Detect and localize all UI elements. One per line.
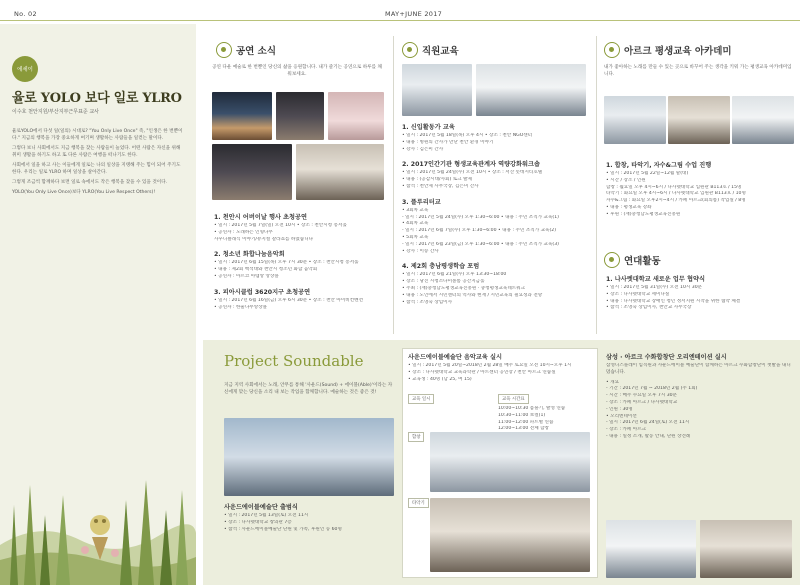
right-page-date: MAY+JUNE 2017 — [385, 10, 443, 18]
feature-author: 이수호 천안지원/부산지부근무표준 교사 — [12, 109, 99, 115]
event-detail: • 내용 : 나사렛대학교 장애인 청년 정서지원 시작을 위한 협약 체결 — [606, 298, 741, 304]
event-detail: • 강사 : 이승 간사 — [402, 248, 439, 254]
performance-photo-hall — [276, 92, 324, 140]
academy-list — [606, 160, 794, 225]
program-detail: • 장소 : 나사렛대학교 교육과학관 / 아트센터 공연장 / 천안 아르크 연습실 — [408, 369, 556, 375]
training-photo-lecture — [402, 64, 472, 116]
event-title: 1. 합창, 타악기, 자수&그림 수업 진행 — [606, 162, 712, 169]
event-detail: • 일시 : 2017년 6월 15일(목) 오후 7시 30분 • 장소 : 천안시청 봉서홀 — [214, 260, 359, 266]
event-detail: • 내용 : 평생교육 강좌 — [606, 204, 652, 210]
column-divider — [393, 36, 394, 334]
program-detail: - 기간 : 2017년 7월 ~ 2018년 2월 (주 1회) — [606, 386, 698, 392]
program-sign-choir — [606, 352, 794, 441]
exchange-title: 연대활동 — [624, 256, 661, 267]
schedule-row: 10:00~10:30 몸풀기, 발성 연습 — [498, 406, 566, 411]
academy-icon — [604, 42, 620, 58]
event-detail: • 공연자 : 아르코 아템앙 앙상블 — [214, 273, 279, 279]
feature-paragraph: 율로YOLO에서 다섯 일(일의) 시대로? "You Only Live Once" 즉, "인생은 한 번뿐이다." 지금의 행복을 가장 중요하게 여기며 생활하는 사람들을 일컫는 말이다. — [12, 129, 183, 141]
feature-body — [12, 128, 186, 398]
program-photo-percussion — [430, 498, 590, 572]
performance-photo-choir — [328, 92, 384, 140]
event-detail: 합창 : 월요일 오후 4시~6시 / 나사렛대학교 입원관 B113호 / 15명 — [606, 184, 742, 190]
program-detail: - 시간 : 매주 수요일 오후 7시 30분 — [606, 393, 678, 399]
program-detail: • 개요 — [606, 379, 620, 385]
program-photo-group — [700, 520, 792, 578]
program-intro: 삼성디스플레이 임직원과 사운드에이블 예술단이 함께하는 아르크 수화합창단이 첫발을 내디뎠습니다. — [606, 363, 791, 375]
feature-paragraph: 그렇다 보니 사회에서도 지금 행복을 찾는 사람들이 늘었다. 어떤 사람은 자신을 위해 취미 생활을 하기도 하고 또 다른 사람은 여행을 떠나기도 한다. — [12, 146, 181, 158]
event-detail: • 공연자 : 노래하는 인형나무 — [214, 229, 273, 235]
column-divider — [596, 36, 597, 334]
top-rule — [0, 20, 800, 21]
program-title: 사운드에이블예술단 출범식 — [224, 504, 298, 511]
feature-paragraph: 사회에서 일을 하고 사는 이들에게 일로는 나의 일상을 지탱해 주는 힘이 되어 주기도 한다. 우리는 일로 YLRO 하며 일상을 살아간다. — [12, 163, 181, 175]
event-detail: • 시간 / 장소 / 인원 — [606, 177, 646, 183]
program-detail: - 인원 : 30명 — [606, 406, 633, 412]
performance-photo-stage — [212, 92, 272, 140]
event-detail: • 후원 : (재)충청남도평생교육진흥원 — [606, 211, 681, 217]
training-icon — [402, 42, 418, 58]
schedule-row: 10:30~11:00 보컬(1) — [498, 412, 546, 418]
event-detail: • 4회차 교육 — [402, 221, 429, 227]
left-page-number: No. 02 — [14, 10, 37, 18]
performance-photo-ensemble — [296, 144, 384, 200]
event-detail: • 내용 : 병원의 간사가 만난 천안 환경 이야기 — [402, 139, 494, 145]
exchange-icon — [604, 252, 620, 268]
academy-title: 아르크 평생교육 아카데미 — [624, 46, 732, 57]
event-detail: • 일시 : 2017년 5월 7일(일) 오전 10시 • 장소 : 천안시청 봉서홀 — [214, 223, 347, 228]
badge-timetable: 교육 시간표 — [498, 394, 529, 404]
event-detail: • 일시 : 2017년 5월 18일(목) 오후 4시 • 장소 : 천안 NGO센터 — [402, 133, 533, 138]
academy-photo-choir — [604, 96, 666, 144]
event-detail: • 일시 : 2017년 5월 22일~12월 말(대) — [606, 171, 689, 176]
program-detail: • 일시 : 2017년 5월 13일(토) 오전 11시 — [224, 513, 309, 518]
feature-column — [0, 24, 196, 585]
academy-photo-embroidery — [732, 96, 794, 144]
event-title: 2. 2017인간기관 형생교육관계자 역량강화워크숍 — [402, 161, 540, 169]
badge-choir: 합창 — [408, 432, 424, 442]
program-detail: • 교육생 : 40명 (남 25, 여 15) — [408, 376, 472, 382]
event-detail: • 장소 : 나사렛대학교 세미나실 — [606, 291, 670, 297]
event-detail: - 일시 : 2017년 5월 24일(수) 오후 1:30~6:00 • 내용 : 주민 조직가 교육(1) — [402, 214, 559, 220]
program-photo-choir — [430, 432, 590, 492]
event-detail: • 일시 : 2017년 5월 31일(수) 오전 10시 30분 — [606, 285, 703, 290]
event-title: 3. 플루리터교 — [402, 198, 441, 206]
program-title: 사운드에이블예술단 음악교육 실시 — [408, 354, 502, 361]
event-detail: 사우디클래식 이야기/뮤지컬 갈라쇼를 하였습니다 — [214, 236, 314, 242]
event-detail: • 일시 : 2017년 6월 16일(금) 오후 6시 30분 • 장소 : 천안 아이비컨벤션 — [214, 297, 364, 303]
event-detail: • 내용 : 노인에서 시민센터의 역사와 현재 / 시민교육의 필요성과 전망 — [402, 292, 543, 298]
program-detail: - 장소 : 카페 아르크 / 나사렛대학교 — [606, 399, 678, 405]
project-photo-rehearsal — [224, 418, 394, 496]
event-title: 4. 제2회 충남평생학습 포럼 — [402, 263, 480, 271]
event-detail: • 내용 : (공감시대/사회) 토크 발제 — [402, 177, 472, 183]
event-detail: • 강사 : 김은미 간사 — [402, 146, 444, 152]
program-detail: • 참석 : 사운드에이블예술단 단원 및 가족, 후원인 등 60명 — [224, 526, 342, 532]
feature-paragraph: 그렇게 조금씩 함께하다 보면 일로 속에서도 작은 행복을 찾을 수 있을 것이다. — [12, 180, 168, 185]
event-detail: • 5회차 교육 — [402, 234, 429, 240]
schedule-row: 11:00~12:00 파트별 연습 — [498, 419, 554, 425]
event-detail: - 일시 : 2017년 6월 7일(수) 오후 1:30~6:00 • 내용 : 주민 조직가 교육(2) — [402, 228, 556, 234]
feature-tag: 에세이 — [12, 56, 38, 82]
event-detail: • 참석 : 조영숙 상임이사 — [402, 299, 453, 305]
event-detail: • 내용 : 제2회 백석대와 천안시 청소년 화합 음악회 — [214, 267, 318, 273]
program-detail: • 장소 : 나사렛대학교 창의관 7층 — [224, 519, 292, 525]
project-description: 지금 지역 사회에서는 노래, 안무를 통해 '사운드(Sound) + 에이블(Able)'이라는 자신에게 맞는 당신을 소리 내 보는 작업을 함께합니다. 예술하는 것은 좋은 것! — [224, 383, 393, 395]
program-detail: - 장소 : 카페 아르크 — [606, 427, 647, 433]
exchange-list — [606, 274, 794, 318]
performance-title: 공연 소식 — [236, 46, 277, 57]
program-title: 삼성 · 아르크 수화합창단 오리엔테이션 실시 — [606, 354, 727, 361]
performance-list — [214, 212, 386, 317]
event-detail: 자수&그림 : 화요일 오후2시~4시 / 카페 아르크(회의룸) 작업실 / 8명 — [606, 198, 746, 204]
program-music — [408, 352, 596, 383]
event-detail: • 일시 : 2017년 5월 24일(수) 오전 10시 • 장소 : 서산 롯데시티호텔 — [402, 170, 543, 176]
program-detail: • 일시 : 2017년 5월 20일~2018년 2월 28일 매주 토요일 오전 10시~오후 1시 — [408, 363, 572, 368]
training-title: 직원교육 — [422, 46, 459, 57]
event-detail: • 공연자 : 한울나무앙상블 — [214, 304, 268, 310]
program-photo-orientation — [606, 520, 696, 578]
event-title: 1. 나사렛대학교 새로운 업무 협약식 — [606, 276, 705, 283]
event-detail: • 주최 : (재)충청남도평생교육진흥원 · 충청평생교육네트워크 — [402, 285, 526, 291]
academy-intro: 내가 좋아하는 노래를 만들 수 있는 곳으로 바꾸어 주는 생각을 키워 가는 평생교육 아카데미입니다. — [604, 65, 792, 77]
event-detail: • 일시 : 2017년 6월 21일(수) 오후 13:30~18:00 — [402, 272, 507, 278]
performance-photo-audience — [212, 144, 292, 200]
event-detail: • 3회차 교육 — [402, 207, 429, 213]
performance-icon — [216, 42, 232, 58]
feature-title: 율로 YOLO 보다 일로 YLRO — [12, 91, 182, 106]
event-detail: • 참석 : 천안제 사무국장, 김은미 간사 — [402, 183, 479, 189]
program-detail: - 일시 : 2017년 6월 24일(토) 오전 11시 — [606, 420, 690, 426]
meadow-illustration — [0, 425, 196, 585]
program-detail: - 내용 : 일정 소개, 활동 안내, 단원 상견례 — [606, 433, 691, 439]
event-detail: 타악기 : 화요일 오후 4시~6시 / 나사렛대학교 입원관 B113호 / 10명 — [606, 191, 746, 197]
training-photo-workshop — [476, 64, 586, 116]
event-detail: • 장소 : 당진 시청소다미볼룸 공간지금홀 — [402, 279, 485, 285]
event-title: 2. 청소년 화합나눔음악회 — [214, 251, 285, 259]
project-title: Project Soundable — [224, 352, 364, 370]
project-launch — [224, 502, 394, 533]
event-title: 3. 피아시클럽 3620지구 초청공연 — [214, 288, 311, 296]
event-title: 1. 천안시 어버이날 행사 초청공연 — [214, 214, 307, 221]
event-detail: • 참석 : 조영숙 상임이사, 천안교 사무국장 — [606, 305, 692, 311]
badge-schedule: 교육 일시 — [408, 394, 434, 404]
event-title: 1. 신입활동가 교육 — [402, 124, 455, 131]
performance-intro: 공연 다운 예술로 한 번뿐인 당신의 삶을 응원합니다. 내가 즐기는 공연으로 하루를 채워보세요. — [212, 65, 382, 77]
event-detail: - 일시 : 2017년 6월 23일(금) 오후 1:30~6:00 • 내용 : 주민 조직가 교육(3) — [402, 241, 559, 247]
schedule-table — [498, 406, 594, 433]
badge-percussion: 타악기 — [408, 498, 429, 508]
schedule-row: 12:00~13:00 전체 합창 — [498, 426, 549, 432]
training-list — [402, 122, 590, 312]
program-detail: • 오리엔테이션 — [606, 413, 637, 419]
academy-photo-drums — [668, 96, 730, 144]
feature-paragraph: YOLO(You Only Live Once)보다 YLRO(You Live Respect Others)! — [12, 190, 156, 195]
